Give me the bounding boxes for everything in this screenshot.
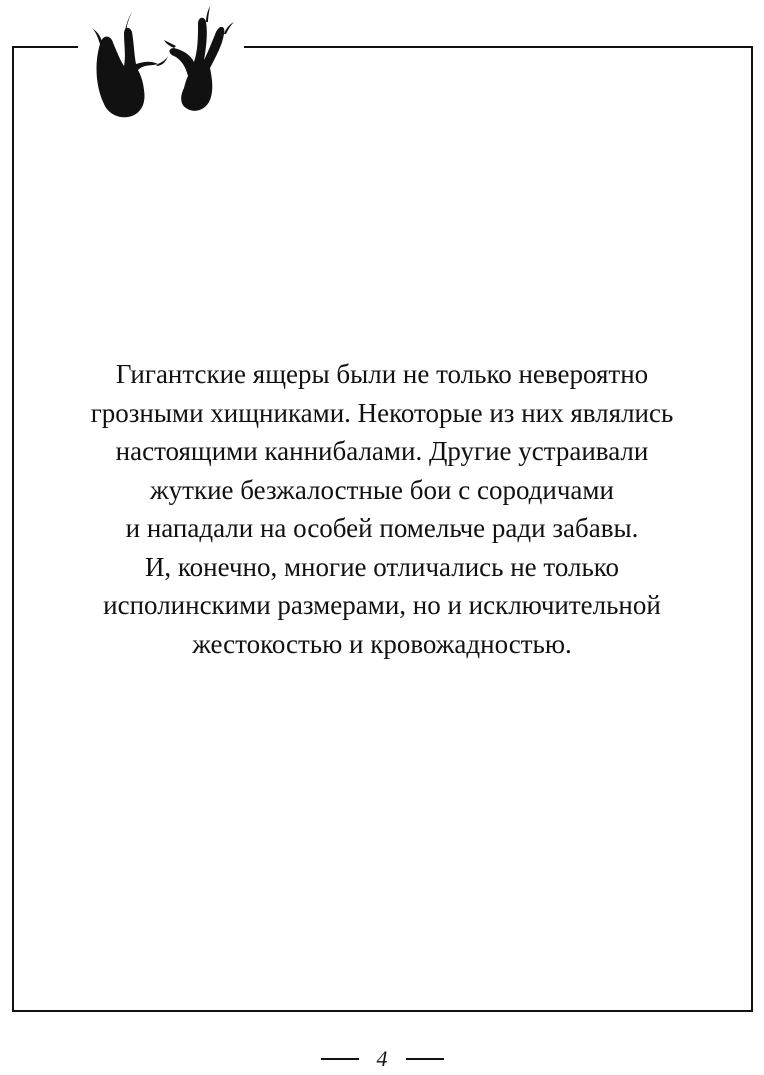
body-line: жуткие безжалостные бои с сородичами — [150, 474, 614, 505]
body-paragraph — [40, 355, 724, 663]
body-line: И, конечно, многие отличались не только — [144, 551, 620, 582]
body-line: Гигантские ящеры были не только невероятно — [115, 359, 649, 389]
body-line: и нападали на особей помельче ради забавы. — [125, 513, 639, 543]
body-line: настоящими каннибалами. Другие устраивали — [115, 436, 649, 466]
page-number: 4 — [376, 1046, 388, 1071]
body-line: грозными хищниками. Некоторые из них являлись — [90, 397, 674, 428]
page-number-rule-right — [406, 1058, 444, 1060]
page-number-rule-left — [321, 1058, 359, 1060]
body-line: жестокостью и кровожадностью. — [192, 628, 572, 659]
page-number-footer — [0, 1044, 764, 1074]
body-line: исполинскими размерами, но и исключительной — [103, 590, 661, 620]
dinosaur-footprints-icon — [88, 4, 238, 124]
